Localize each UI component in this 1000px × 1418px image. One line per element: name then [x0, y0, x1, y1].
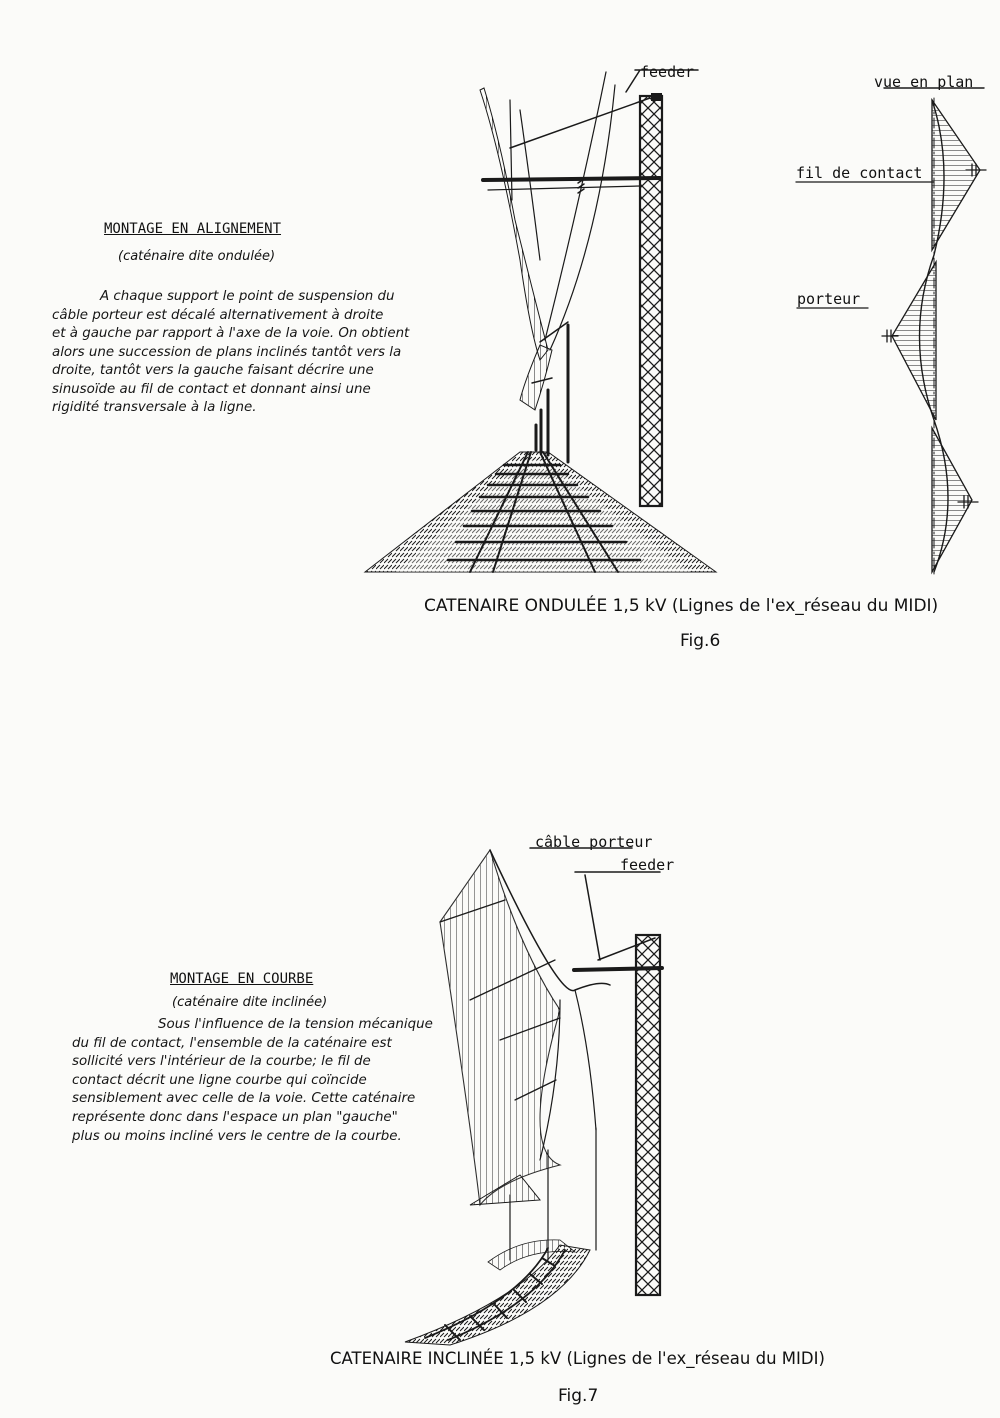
fig7-feeder-label: feeder [620, 856, 675, 874]
fig6-paragraph-line: câble porteur est décalé alternativement à droite [52, 307, 384, 323]
fig6-number: Fig.6 [680, 631, 721, 651]
fig6-paragraph-line: sinusoïde au fil de contact et donnant ainsi une [52, 381, 371, 397]
vue-en-plan-label: vue en plan [874, 73, 974, 91]
fig7-paragraph-line: Sous l'influence de la tension mécanique [158, 1017, 433, 1032]
cable-porteur-label: câble porteur [535, 833, 653, 851]
fig6-paragraph-line: A chaque support le point de suspension du [100, 289, 395, 304]
fig7-paragraph-line: contact décrit une ligne courbe qui coïncide [72, 1072, 367, 1088]
fig6-caption: CATENAIRE ONDULÉE 1,5 kV (Lignes de l'ex_réseau du MIDI) [424, 596, 939, 616]
fig6-paragraph-line: et à gauche par rapport à l'axe de la voie. On obtient [52, 326, 410, 341]
fig7-paragraph-line: du fil de contact, l'ensemble de la caténaire est [72, 1035, 392, 1051]
fig6-feeder-label: feeder [640, 63, 695, 81]
fig7-paragraph-line: plus ou moins incliné vers le centre de la courbe. [72, 1128, 402, 1144]
fig6-catenary [480, 72, 615, 462]
fig7-paragraph-line: sollicité vers l'intérieur de la courbe; le fil de [72, 1054, 371, 1070]
fig7-title: MONTAGE EN COURBE [170, 971, 314, 987]
fig6-mast [483, 70, 698, 506]
fig6-title: MONTAGE EN ALIGNEMENT [104, 221, 282, 237]
fig6-paragraph-line: rigidité transversale à la ligne. [52, 400, 257, 415]
fig6-paragraph-line: droite, tantôt vers la gauche faisant décrire une [52, 363, 374, 378]
fig7-subtitle: (caténaire dite inclinée) [172, 995, 328, 1010]
fig6-subtitle: (caténaire dite ondulée) [118, 249, 276, 264]
fig7-paragraph-line: représente donc dans l'espace un plan "gauche" [72, 1109, 398, 1125]
fig7-catenary [440, 850, 610, 1205]
fig7-caption: CATENAIRE INCLINÉE 1,5 kV (Lignes de l'ex_réseau du MIDI) [330, 1349, 825, 1368]
fig6-track-drawing [365, 452, 716, 572]
porteur-label: porteur [797, 290, 861, 308]
fil-de-contact-label: fil de contact [796, 164, 923, 182]
fig7-paragraph-line: sensiblement avec celle de la voie. Cette caténaire [72, 1091, 416, 1107]
vue-en-plan-diagram [796, 88, 986, 575]
fig7-track-drawing [405, 1240, 590, 1345]
fig7-number: Fig.7 [558, 1386, 599, 1406]
fig6-paragraph-line: alors une succession de plans inclinés tantôt vers la [52, 344, 402, 360]
